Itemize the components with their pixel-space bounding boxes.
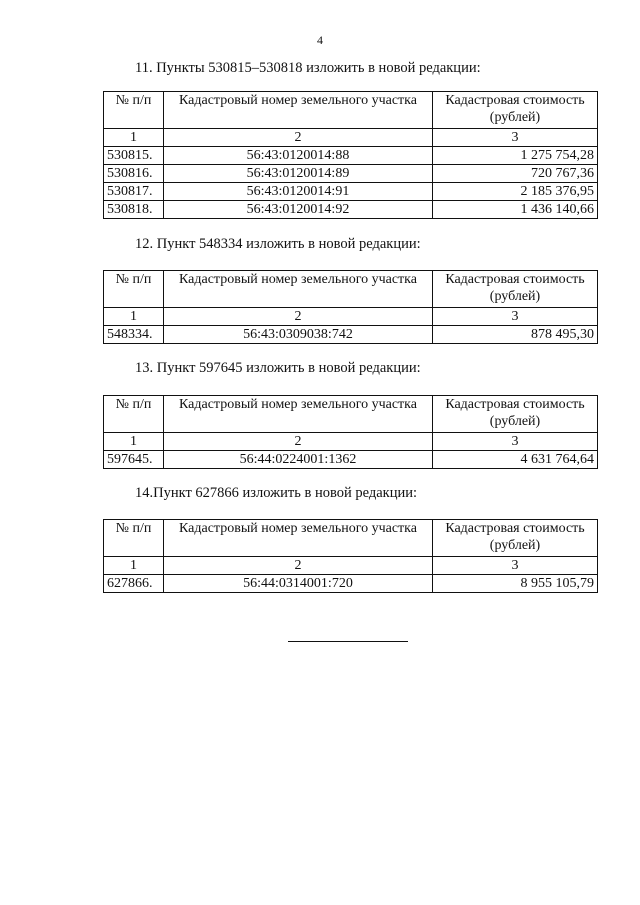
header-cost: Кадастровая стоимость (рублей) [433,396,598,433]
header-cadastral: Кадастровый номер земельного участка [164,271,433,308]
cadastral-number: 56:43:0120014:89 [164,165,433,183]
column-index: 2 [164,308,433,326]
section-title-11: 11. Пункты 530815–530818 изложить в новой редакции: [135,60,481,76]
row-number: 530817. [104,183,164,201]
table-row [104,183,598,201]
cadastral-table-12 [103,270,598,344]
table-row [104,575,598,593]
cadastral-cost: 1 275 754,28 [433,147,598,165]
cadastral-table-13 [103,395,598,469]
section-title-14: 14.Пункт 627866 изложить в новой редакции: [135,485,418,501]
cadastral-cost: 8 955 105,79 [433,575,598,593]
section-title-12: 12. Пункт 548334 изложить в новой редакции: [135,236,421,252]
cadastral-number: 56:44:0314001:720 [164,575,433,593]
cadastral-table-14 [103,519,598,593]
closing-divider-line [288,641,408,642]
column-index: 3 [433,129,598,147]
header-cadastral: Кадастровый номер земельного участка [164,396,433,433]
cadastral-number: 56:44:0224001:1362 [164,451,433,469]
column-index: 3 [433,308,598,326]
cadastral-number: 56:43:0120014:88 [164,147,433,165]
cadastral-cost: 878 495,30 [433,326,598,344]
header-num: № п/п [104,271,164,308]
column-index: 1 [104,557,164,575]
row-number: 530815. [104,147,164,165]
page-number: 4 [317,33,323,47]
column-index: 3 [433,433,598,451]
column-index: 1 [104,129,164,147]
cadastral-cost: 1 436 140,66 [433,201,598,219]
row-number: 548334. [104,326,164,344]
table-row [104,147,598,165]
column-index: 2 [164,129,433,147]
section-title-13: 13. Пункт 597645 изложить в новой редакции: [135,360,421,376]
header-cadastral: Кадастровый номер земельного участка [164,520,433,557]
table-row [104,201,598,219]
header-cost: Кадастровая стоимость (рублей) [433,271,598,308]
cadastral-cost: 720 767,36 [433,165,598,183]
column-index: 2 [164,557,433,575]
header-num: № п/п [104,92,164,129]
table-row [104,326,598,344]
table-row [104,451,598,469]
row-number: 530816. [104,165,164,183]
header-num: № п/п [104,520,164,557]
column-index: 1 [104,308,164,326]
row-number: 597645. [104,451,164,469]
column-index: 3 [433,557,598,575]
cadastral-table-11 [103,91,598,219]
column-index: 2 [164,433,433,451]
header-num: № п/п [104,396,164,433]
cadastral-number: 56:43:0309038:742 [164,326,433,344]
cadastral-cost: 2 185 376,95 [433,183,598,201]
cadastral-cost: 4 631 764,64 [433,451,598,469]
header-cadastral: Кадастровый номер земельного участка [164,92,433,129]
table-row [104,165,598,183]
cadastral-number: 56:43:0120014:91 [164,183,433,201]
header-cost: Кадастровая стоимость (рублей) [433,520,598,557]
header-cost: Кадастровая стоимость (рублей) [433,92,598,129]
column-index: 1 [104,433,164,451]
row-number: 530818. [104,201,164,219]
row-number: 627866. [104,575,164,593]
cadastral-number: 56:43:0120014:92 [164,201,433,219]
